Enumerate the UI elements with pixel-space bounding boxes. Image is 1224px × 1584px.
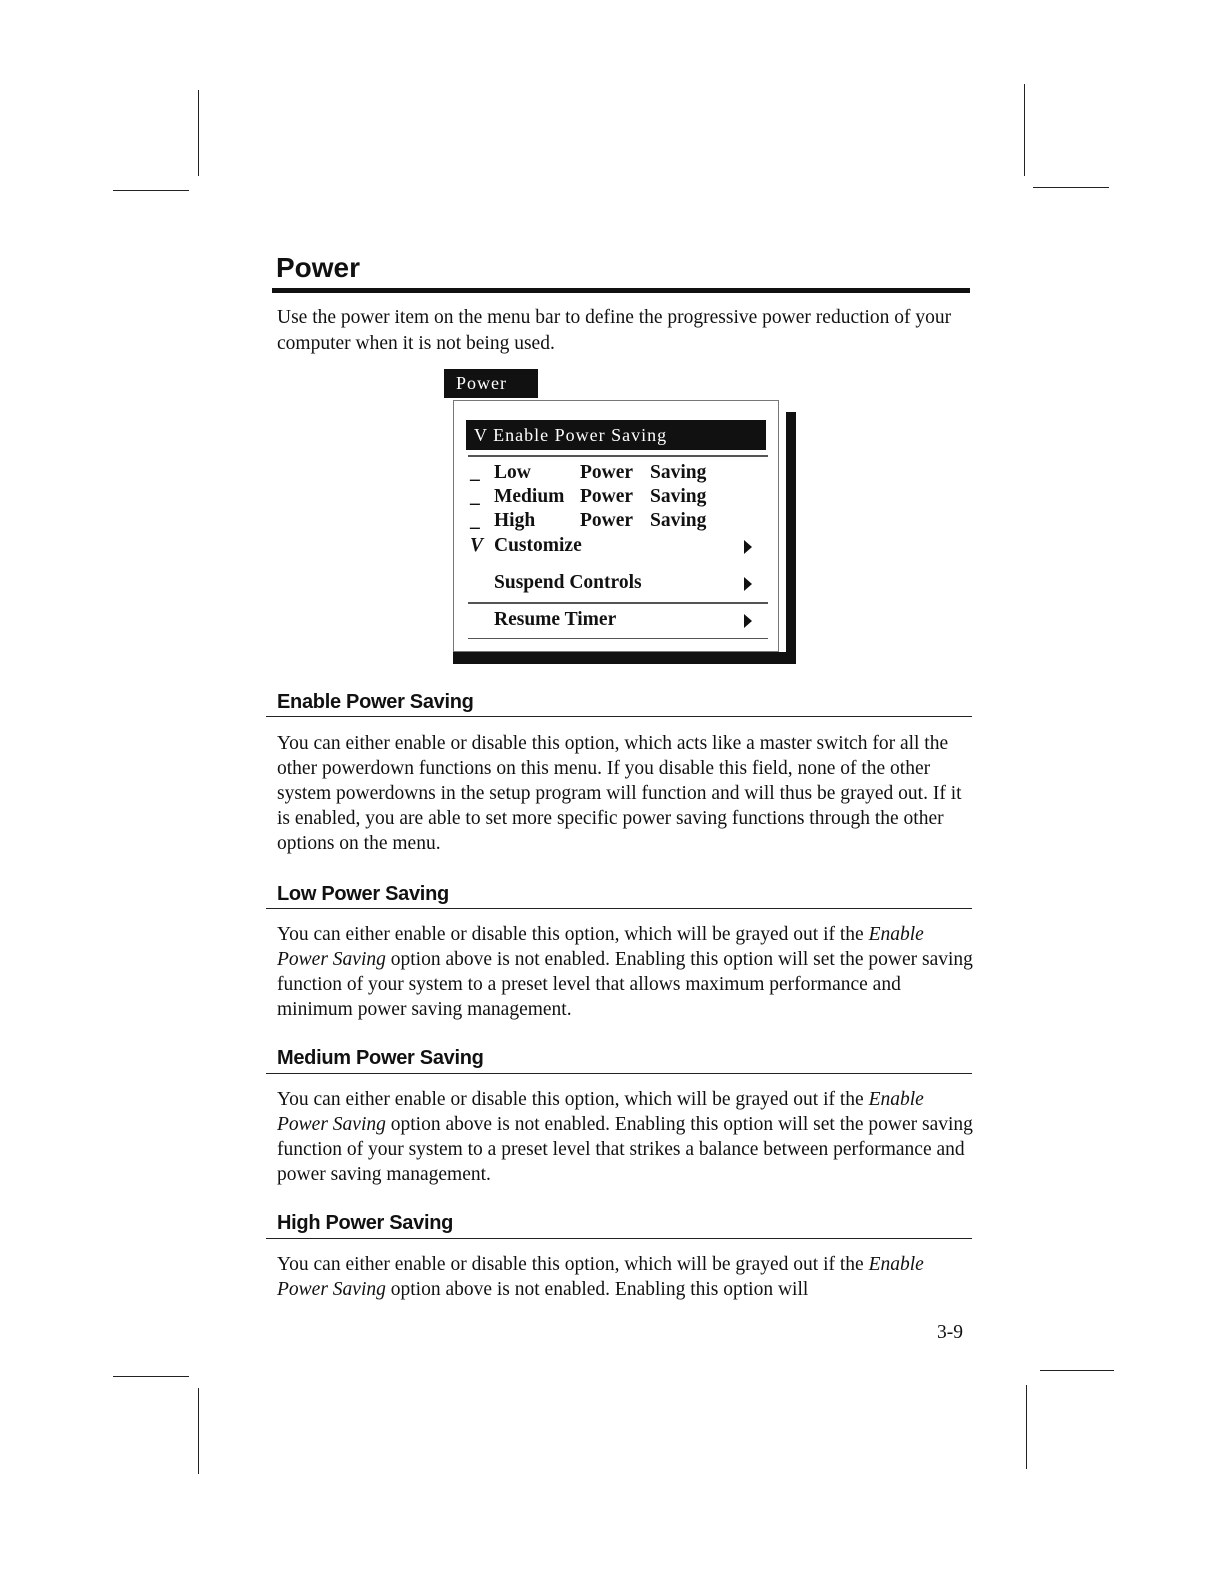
menu-item-medium[interactable] [470, 485, 766, 509]
section-rule [266, 716, 972, 717]
menu-item-label: Saving [650, 462, 707, 483]
menu-item-label: Power [580, 510, 634, 531]
page-number: 3-9 [937, 1322, 963, 1343]
body-text: option above is not enabled. Enabling this option will set the power saving function of your system to a preset level that allows maximum performance and minimum power saving management. [277, 949, 973, 1020]
section-rule [266, 1073, 972, 1074]
body-emphasis: Enable Power Saving [277, 924, 924, 970]
crop-mark [1024, 84, 1025, 176]
body-text: You can either enable or disable this option, which will be grayed out if the [277, 1089, 869, 1110]
menu-item-label: Power [580, 486, 634, 507]
menu-item-customize[interactable] [470, 534, 766, 558]
menu-separator [468, 455, 768, 457]
menu-shadow [786, 412, 796, 664]
menu-item-label: Suspend Controls [494, 572, 642, 593]
intro-paragraph: Use the power item on the menu bar to define the progressive power reduction of your computer when it is not being used. [277, 307, 952, 354]
menu-item-mark: V [470, 535, 484, 556]
body-text: You can either enable or disable this option, which will be grayed out if the [277, 924, 869, 945]
section-heading: Low Power Saving [277, 883, 449, 905]
menu-item-label: Saving [650, 510, 707, 531]
crop-mark [198, 1388, 199, 1474]
page-title: Power [276, 252, 361, 283]
menu-item-suspend-controls[interactable] [470, 571, 766, 595]
menu-item-mark: _ [470, 462, 480, 483]
menu-item-label: Saving [650, 486, 707, 507]
crop-mark [1026, 1385, 1027, 1469]
submenu-arrow-icon [744, 540, 752, 554]
menu-item-mark: _ [470, 486, 480, 507]
submenu-arrow-icon [744, 577, 752, 591]
body-text: You can either enable or disable this option, which will be grayed out if the [277, 1254, 869, 1275]
section-heading: Medium Power Saving [277, 1047, 484, 1069]
menu-item-low[interactable] [470, 461, 766, 485]
section-heading: High Power Saving [277, 1212, 454, 1234]
crop-mark [113, 1376, 189, 1377]
menu-shadow [453, 652, 796, 664]
section-body: You can either enable or disable this option, which acts like a master switch for all the other powerdown functions on this menu. If you disable this field, none of the other system powerdowns in the setup program will function and will thus be grayed out. If it is enabled, you are able to set more specific power saving functions through the other options on the menu. [277, 733, 962, 854]
body-text: option above is not enabled. Enabling this option will set the power saving function of your system to a preset level that strikes a balance between performance and power saving management. [277, 1114, 973, 1185]
menu-item-label: Customize [494, 535, 582, 556]
crop-mark [1040, 1370, 1114, 1371]
menu-separator [468, 602, 768, 604]
menu-item-label: Medium [494, 486, 565, 507]
section-rule [266, 1238, 972, 1239]
section-heading: Enable Power Saving [277, 691, 474, 713]
crop-mark [113, 190, 189, 191]
menu-item-high[interactable] [470, 509, 766, 533]
body-emphasis: Enable Power Saving [277, 1254, 924, 1300]
menu-item-label: Resume Timer [494, 609, 617, 630]
section-rule [266, 908, 972, 909]
menu-item-label: High [494, 510, 536, 531]
menu-title[interactable]: Power [444, 369, 538, 398]
section-body [277, 1087, 977, 1187]
menu-item-label: Low [494, 462, 531, 483]
section-body [277, 1252, 977, 1302]
section-body [277, 922, 977, 1022]
menu-item-enable-power-saving[interactable]: V Enable Power Saving [466, 420, 766, 450]
crop-mark [198, 90, 199, 176]
menu-item-resume-timer[interactable] [470, 608, 766, 632]
menu-separator [468, 638, 768, 639]
menu-item-label: Power [580, 462, 634, 483]
body-emphasis: Enable Power Saving [277, 1089, 924, 1135]
title-rule [272, 288, 970, 293]
submenu-arrow-icon [744, 614, 752, 628]
body-text: option above is not enabled. Enabling this option will [385, 1279, 809, 1300]
crop-mark [1033, 187, 1109, 188]
menu-item-mark: _ [470, 510, 480, 531]
